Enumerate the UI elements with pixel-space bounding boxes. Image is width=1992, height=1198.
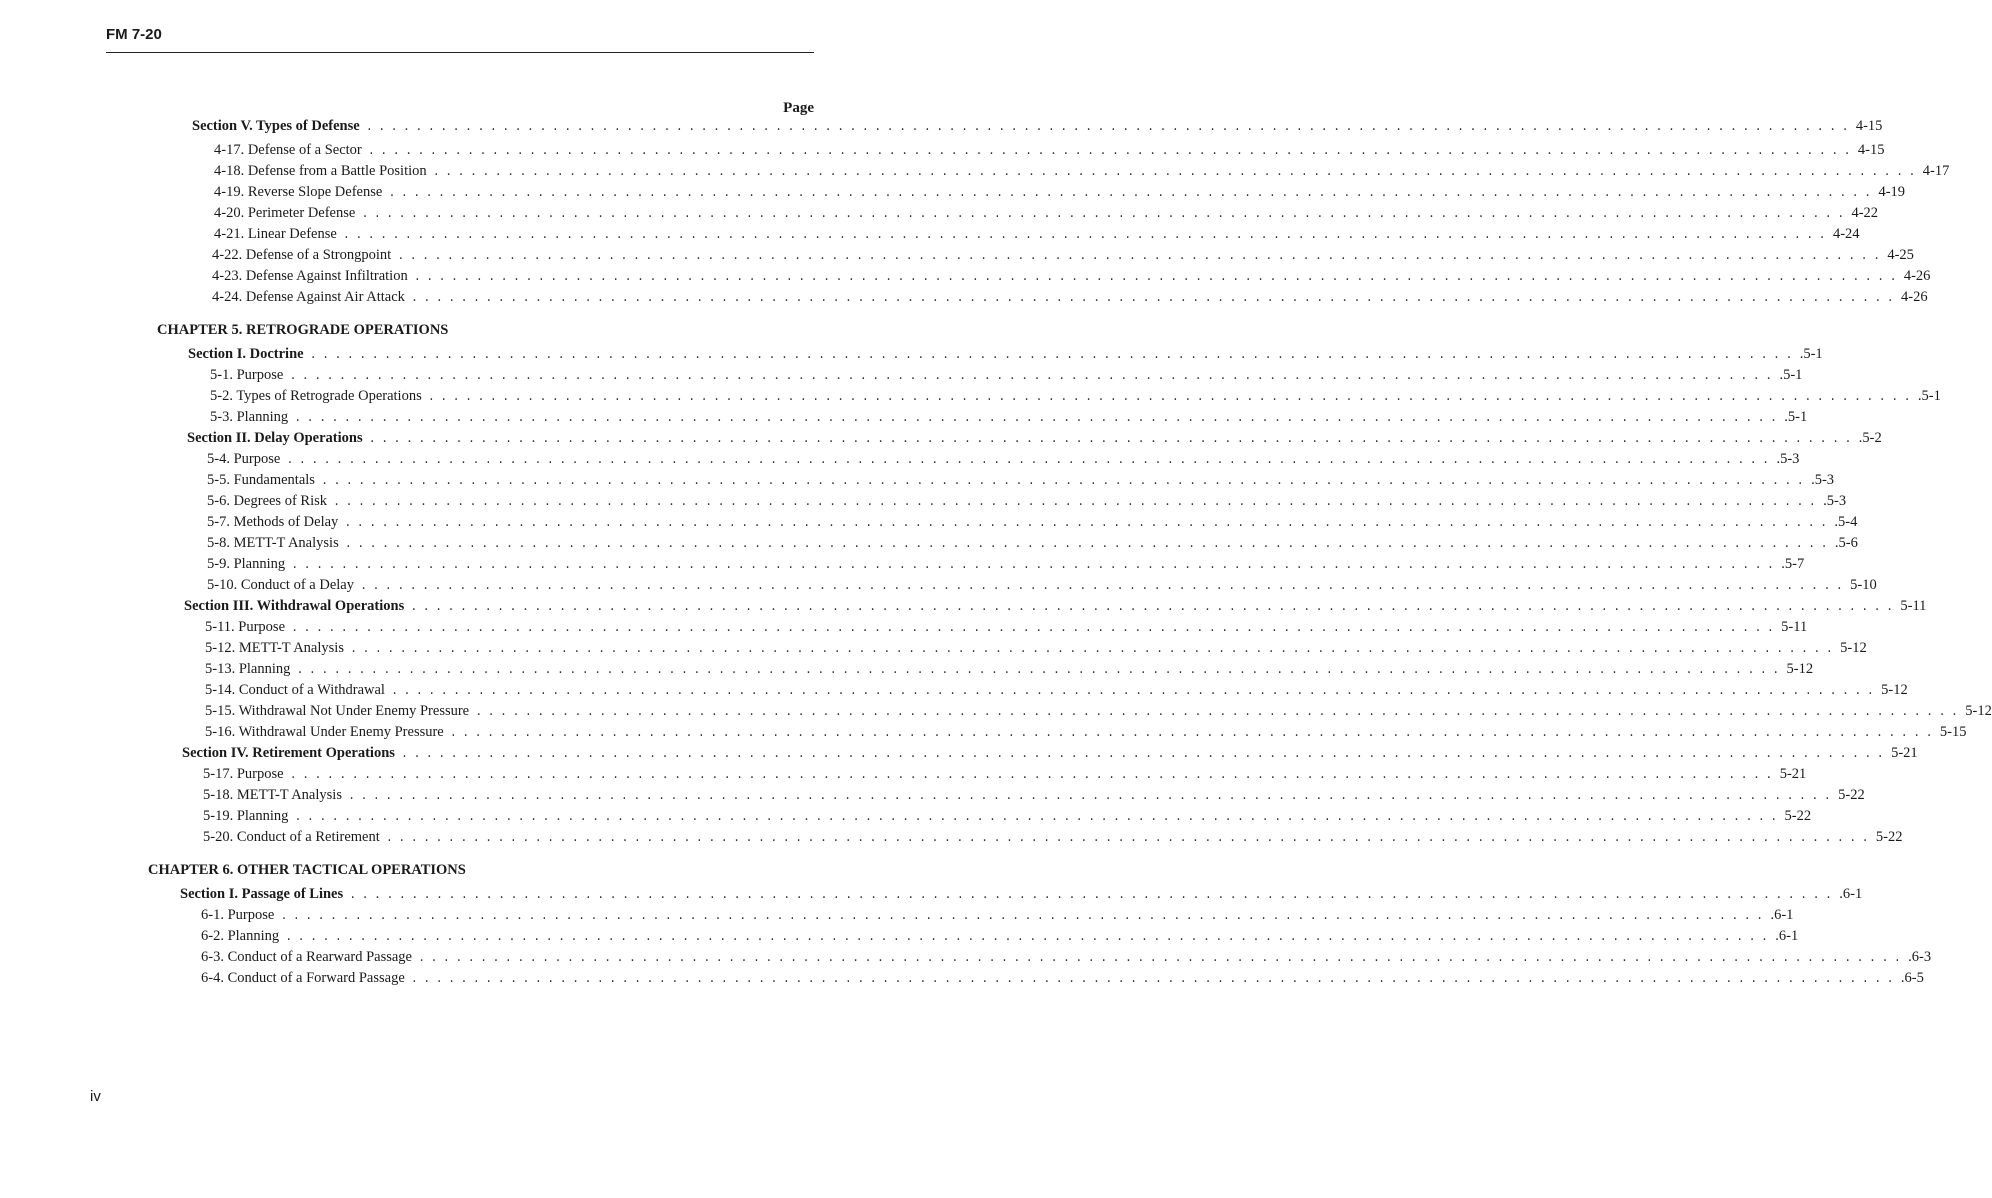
entry-title: 6-2. Planning bbox=[201, 928, 280, 944]
page-reference: 5-21 bbox=[1779, 766, 1807, 782]
entry-title: 5-19. Planning bbox=[203, 808, 289, 824]
dot-leader: ........................................................................................................................ bbox=[286, 453, 1775, 467]
toc-section-row[interactable] bbox=[192, 118, 1883, 138]
toc-entry-row[interactable] bbox=[203, 766, 1807, 786]
section-title: Section I. Doctrine bbox=[188, 346, 304, 362]
entry-title: 5-14. Conduct of a Withdrawal bbox=[205, 682, 385, 698]
page-reference: 4-26 bbox=[1903, 268, 1931, 284]
entry-title: 5-13. Planning bbox=[205, 661, 291, 677]
entry-title: 4-17. Defense of a Sector bbox=[214, 142, 362, 158]
toc-section-row[interactable] bbox=[188, 346, 1823, 366]
toc-entry-row[interactable] bbox=[214, 142, 1885, 162]
page-reference: .6-1 bbox=[1775, 928, 1799, 944]
entry-title: 5-4. Purpose bbox=[207, 451, 281, 467]
dot-leader: ........................................................................................................................ bbox=[296, 663, 1785, 677]
toc-section-row[interactable] bbox=[180, 886, 1863, 906]
dot-leader: ........................................................................................................................ bbox=[400, 747, 1890, 761]
page-reference: 4-22 bbox=[1851, 205, 1879, 221]
page-reference: 5-22 bbox=[1784, 808, 1812, 824]
entry-title: 5-9. Planning bbox=[207, 556, 286, 572]
page-reference: 5-22 bbox=[1838, 787, 1865, 803]
toc-entry-row[interactable] bbox=[207, 556, 1805, 576]
page-reference: 5-12 bbox=[1840, 640, 1867, 656]
dot-leader: ........................................................................................................................ bbox=[427, 390, 1916, 404]
dot-leader: ........................................................................................................................ bbox=[294, 810, 1783, 824]
toc-entry-row[interactable] bbox=[203, 808, 1812, 828]
dot-leader: ........................................................................................................................ bbox=[349, 642, 1839, 656]
page-reference: .6-3 bbox=[1908, 949, 1932, 965]
page-reference: .5-3 bbox=[1776, 451, 1800, 467]
dot-leader: ........................................................................................................................ bbox=[475, 705, 1964, 719]
dot-leader: ........................................................................................................................ bbox=[418, 951, 1907, 965]
entry-title: 5-11. Purpose bbox=[205, 619, 286, 635]
toc-entry-row[interactable] bbox=[212, 289, 1928, 309]
dot-leader: ........................................................................................................................ bbox=[347, 789, 1837, 803]
chapter-heading: CHAPTER 5. RETROGRADE OPERATIONS bbox=[157, 322, 449, 338]
toc-entry-row[interactable] bbox=[205, 724, 1967, 744]
entry-title: 4-24. Defense Against Air Attack bbox=[212, 289, 405, 305]
entry-title: 5-6. Degrees of Risk bbox=[207, 493, 328, 509]
entry-title: 4-22. Defense of a Strongpoint bbox=[212, 247, 392, 263]
dot-leader: ........................................................................................................................ bbox=[397, 249, 1886, 263]
toc-section-row[interactable] bbox=[182, 745, 1918, 765]
entry-title: 5-10. Conduct of a Delay bbox=[207, 577, 354, 593]
toc-entry-row[interactable] bbox=[205, 640, 1867, 660]
toc-entry-row[interactable] bbox=[214, 205, 1879, 225]
dot-leader: ........................................................................................................................ bbox=[413, 270, 1902, 284]
toc-entry-row[interactable] bbox=[203, 829, 1903, 849]
toc-entry-row[interactable] bbox=[207, 514, 1858, 534]
entry-title: 4-20. Perimeter Defense bbox=[214, 205, 356, 221]
page-reference: .5-1 bbox=[1917, 388, 1941, 404]
page-reference: .5-3 bbox=[1811, 472, 1835, 488]
page-reference: 4-15 bbox=[1855, 118, 1883, 134]
entry-title: 5-20. Conduct of a Retirement bbox=[203, 829, 380, 845]
page-reference: 5-12 bbox=[1881, 682, 1908, 698]
entry-title: 5-15. Withdrawal Not Under Enemy Pressure bbox=[205, 703, 470, 719]
page-reference: .6-1 bbox=[1770, 907, 1794, 923]
toc-entry-row[interactable] bbox=[207, 535, 1858, 555]
page-reference: 5-11 bbox=[1781, 619, 1808, 635]
entry-title: 4-21. Linear Defense bbox=[214, 226, 337, 242]
page-reference: 4-26 bbox=[1901, 289, 1928, 305]
page-number: iv bbox=[90, 1088, 101, 1105]
page-reference: 4-15 bbox=[1857, 142, 1885, 158]
page-reference: 5-21 bbox=[1891, 745, 1918, 761]
dot-leader: ........................................................................................................................ bbox=[291, 558, 1780, 572]
toc-entry-row[interactable] bbox=[210, 409, 1808, 429]
page-reference: 5-22 bbox=[1875, 829, 1903, 845]
dot-leader: ........................................................................................................................ bbox=[333, 495, 1822, 509]
dot-leader: ........................................................................................................................ bbox=[368, 432, 1857, 446]
dot-leader: ........................................................................................................................ bbox=[388, 186, 1877, 200]
page-reference: 5-12 bbox=[1965, 703, 1992, 719]
section-title: Section I. Passage of Lines bbox=[180, 886, 344, 902]
dot-leader: ........................................................................................................................ bbox=[385, 831, 1874, 845]
entry-title: 5-8. METT-T Analysis bbox=[207, 535, 339, 551]
dot-leader: ........................................................................................................................ bbox=[361, 207, 1850, 221]
toc-entry-row[interactable] bbox=[205, 703, 1992, 723]
toc-entry-row[interactable] bbox=[201, 928, 1799, 948]
dot-leader: ........................................................................................................................ bbox=[359, 579, 1849, 593]
dot-leader: ........................................................................................................................ bbox=[289, 768, 1778, 782]
page-reference: .6-1 bbox=[1839, 886, 1863, 902]
toc-section-row[interactable] bbox=[187, 430, 1882, 450]
entry-title: 5-2. Types of Retrograde Operations bbox=[210, 388, 422, 404]
page-reference: .5-2 bbox=[1858, 430, 1882, 446]
dot-leader: ........................................................................................................................ bbox=[294, 411, 1783, 425]
toc-entry-row[interactable] bbox=[214, 226, 1860, 246]
page-reference: 5-10 bbox=[1850, 577, 1877, 593]
entry-title: 5-7. Methods of Delay bbox=[207, 514, 339, 530]
page-reference: 5-11 bbox=[1900, 598, 1927, 614]
toc-section-row[interactable] bbox=[184, 598, 1927, 618]
entry-title: 6-1. Purpose bbox=[201, 907, 275, 923]
toc-entry-row[interactable] bbox=[205, 661, 1814, 681]
entry-title: 5-17. Purpose bbox=[203, 766, 284, 782]
toc-entry-row[interactable] bbox=[201, 949, 1932, 969]
toc-entry-row[interactable] bbox=[212, 268, 1931, 288]
page-reference: 4-25 bbox=[1887, 247, 1914, 263]
page-column-label: Page bbox=[783, 100, 814, 116]
dot-leader: ........................................................................................................................ bbox=[344, 516, 1833, 530]
page-reference: .5-6 bbox=[1834, 535, 1858, 551]
toc-entry-row[interactable] bbox=[207, 577, 1877, 597]
toc-entry-row[interactable] bbox=[214, 184, 1906, 204]
page-reference: .5-1 bbox=[1784, 409, 1808, 425]
dot-leader: ........................................................................................................................ bbox=[309, 348, 1798, 362]
page-reference: .5-3 bbox=[1823, 493, 1847, 509]
dot-leader: ........................................................................................................................ bbox=[320, 474, 1810, 488]
dot-leader: ........................................................................................................................ bbox=[410, 972, 1899, 986]
dot-leader: ........................................................................................................................ bbox=[367, 144, 1856, 158]
page-reference: 4-19 bbox=[1878, 184, 1906, 200]
page-reference: .5-1 bbox=[1779, 367, 1803, 383]
page-reference: .5-7 bbox=[1781, 556, 1805, 572]
dot-leader: ........................................................................................................................ bbox=[291, 621, 1780, 635]
chapter-heading: CHAPTER 6. OTHER TACTICAL OPERATIONS bbox=[148, 862, 466, 878]
dot-leader: ........................................................................................................................ bbox=[349, 888, 1838, 902]
toc-entry-row[interactable] bbox=[207, 472, 1835, 492]
dot-leader: ........................................................................................................................ bbox=[432, 165, 1921, 179]
entry-title: 4-18. Defense from a Battle Position bbox=[214, 163, 427, 179]
entry-title: 5-3. Planning bbox=[210, 409, 289, 425]
entry-title: 6-4. Conduct of a Forward Passage bbox=[201, 970, 405, 986]
page-header bbox=[106, 24, 814, 53]
entry-title: 5-12. METT-T Analysis bbox=[205, 640, 344, 656]
page-reference: .6-5 bbox=[1900, 970, 1924, 986]
toc-entry-row[interactable] bbox=[205, 619, 1808, 639]
page-reference: .5-1 bbox=[1799, 346, 1823, 362]
dot-leader: ........................................................................................................................ bbox=[390, 684, 1880, 698]
document-id: FM 7-20 bbox=[106, 26, 162, 43]
section-title: Section III. Withdrawal Operations bbox=[184, 598, 405, 614]
entry-title: 5-18. METT-T Analysis bbox=[203, 787, 342, 803]
toc-entry-row[interactable] bbox=[214, 163, 1950, 183]
toc-entry-row[interactable] bbox=[205, 682, 1908, 702]
toc-entry-row[interactable] bbox=[201, 907, 1794, 927]
page-reference: 5-12 bbox=[1786, 661, 1814, 677]
section-title: Section V. Types of Defense bbox=[192, 118, 360, 134]
dot-leader: ........................................................................................................................ bbox=[365, 120, 1854, 134]
dot-leader: ........................................................................................................................ bbox=[410, 600, 1899, 614]
toc-entry-row[interactable] bbox=[207, 493, 1847, 513]
toc-entry-row[interactable] bbox=[210, 367, 1803, 387]
toc-entry-row[interactable] bbox=[212, 247, 1914, 267]
entry-title: 5-1. Purpose bbox=[210, 367, 284, 383]
dot-leader: ........................................................................................................................ bbox=[342, 228, 1831, 242]
toc-entry-row[interactable] bbox=[210, 388, 1941, 408]
dot-leader: ........................................................................................................................ bbox=[289, 369, 1778, 383]
dot-leader: ........................................................................................................................ bbox=[285, 930, 1774, 944]
toc-entry-row[interactable] bbox=[207, 451, 1800, 471]
section-title: Section II. Delay Operations bbox=[187, 430, 363, 446]
toc-entry-row[interactable] bbox=[203, 787, 1865, 807]
section-title: Section IV. Retirement Operations bbox=[182, 745, 395, 761]
toc-entry-row[interactable] bbox=[201, 970, 1924, 990]
page-reference: 4-17 bbox=[1922, 163, 1950, 179]
dot-leader: ........................................................................................................................ bbox=[449, 726, 1938, 740]
entry-title: 4-19. Reverse Slope Defense bbox=[214, 184, 383, 200]
entry-title: 5-5. Fundamentals bbox=[207, 472, 315, 488]
page-reference: 4-24 bbox=[1832, 226, 1860, 242]
page-reference: .5-4 bbox=[1834, 514, 1858, 530]
page-reference: 5-15 bbox=[1939, 724, 1967, 740]
dot-leader: ........................................................................................................................ bbox=[344, 537, 1833, 551]
dot-leader: ........................................................................................................................ bbox=[410, 291, 1900, 305]
dot-leader: ........................................................................................................................ bbox=[280, 909, 1769, 923]
entry-title: 4-23. Defense Against Infiltration bbox=[212, 268, 408, 284]
entry-title: 5-16. Withdrawal Under Enemy Pressure bbox=[205, 724, 444, 740]
entry-title: 6-3. Conduct of a Rearward Passage bbox=[201, 949, 412, 965]
